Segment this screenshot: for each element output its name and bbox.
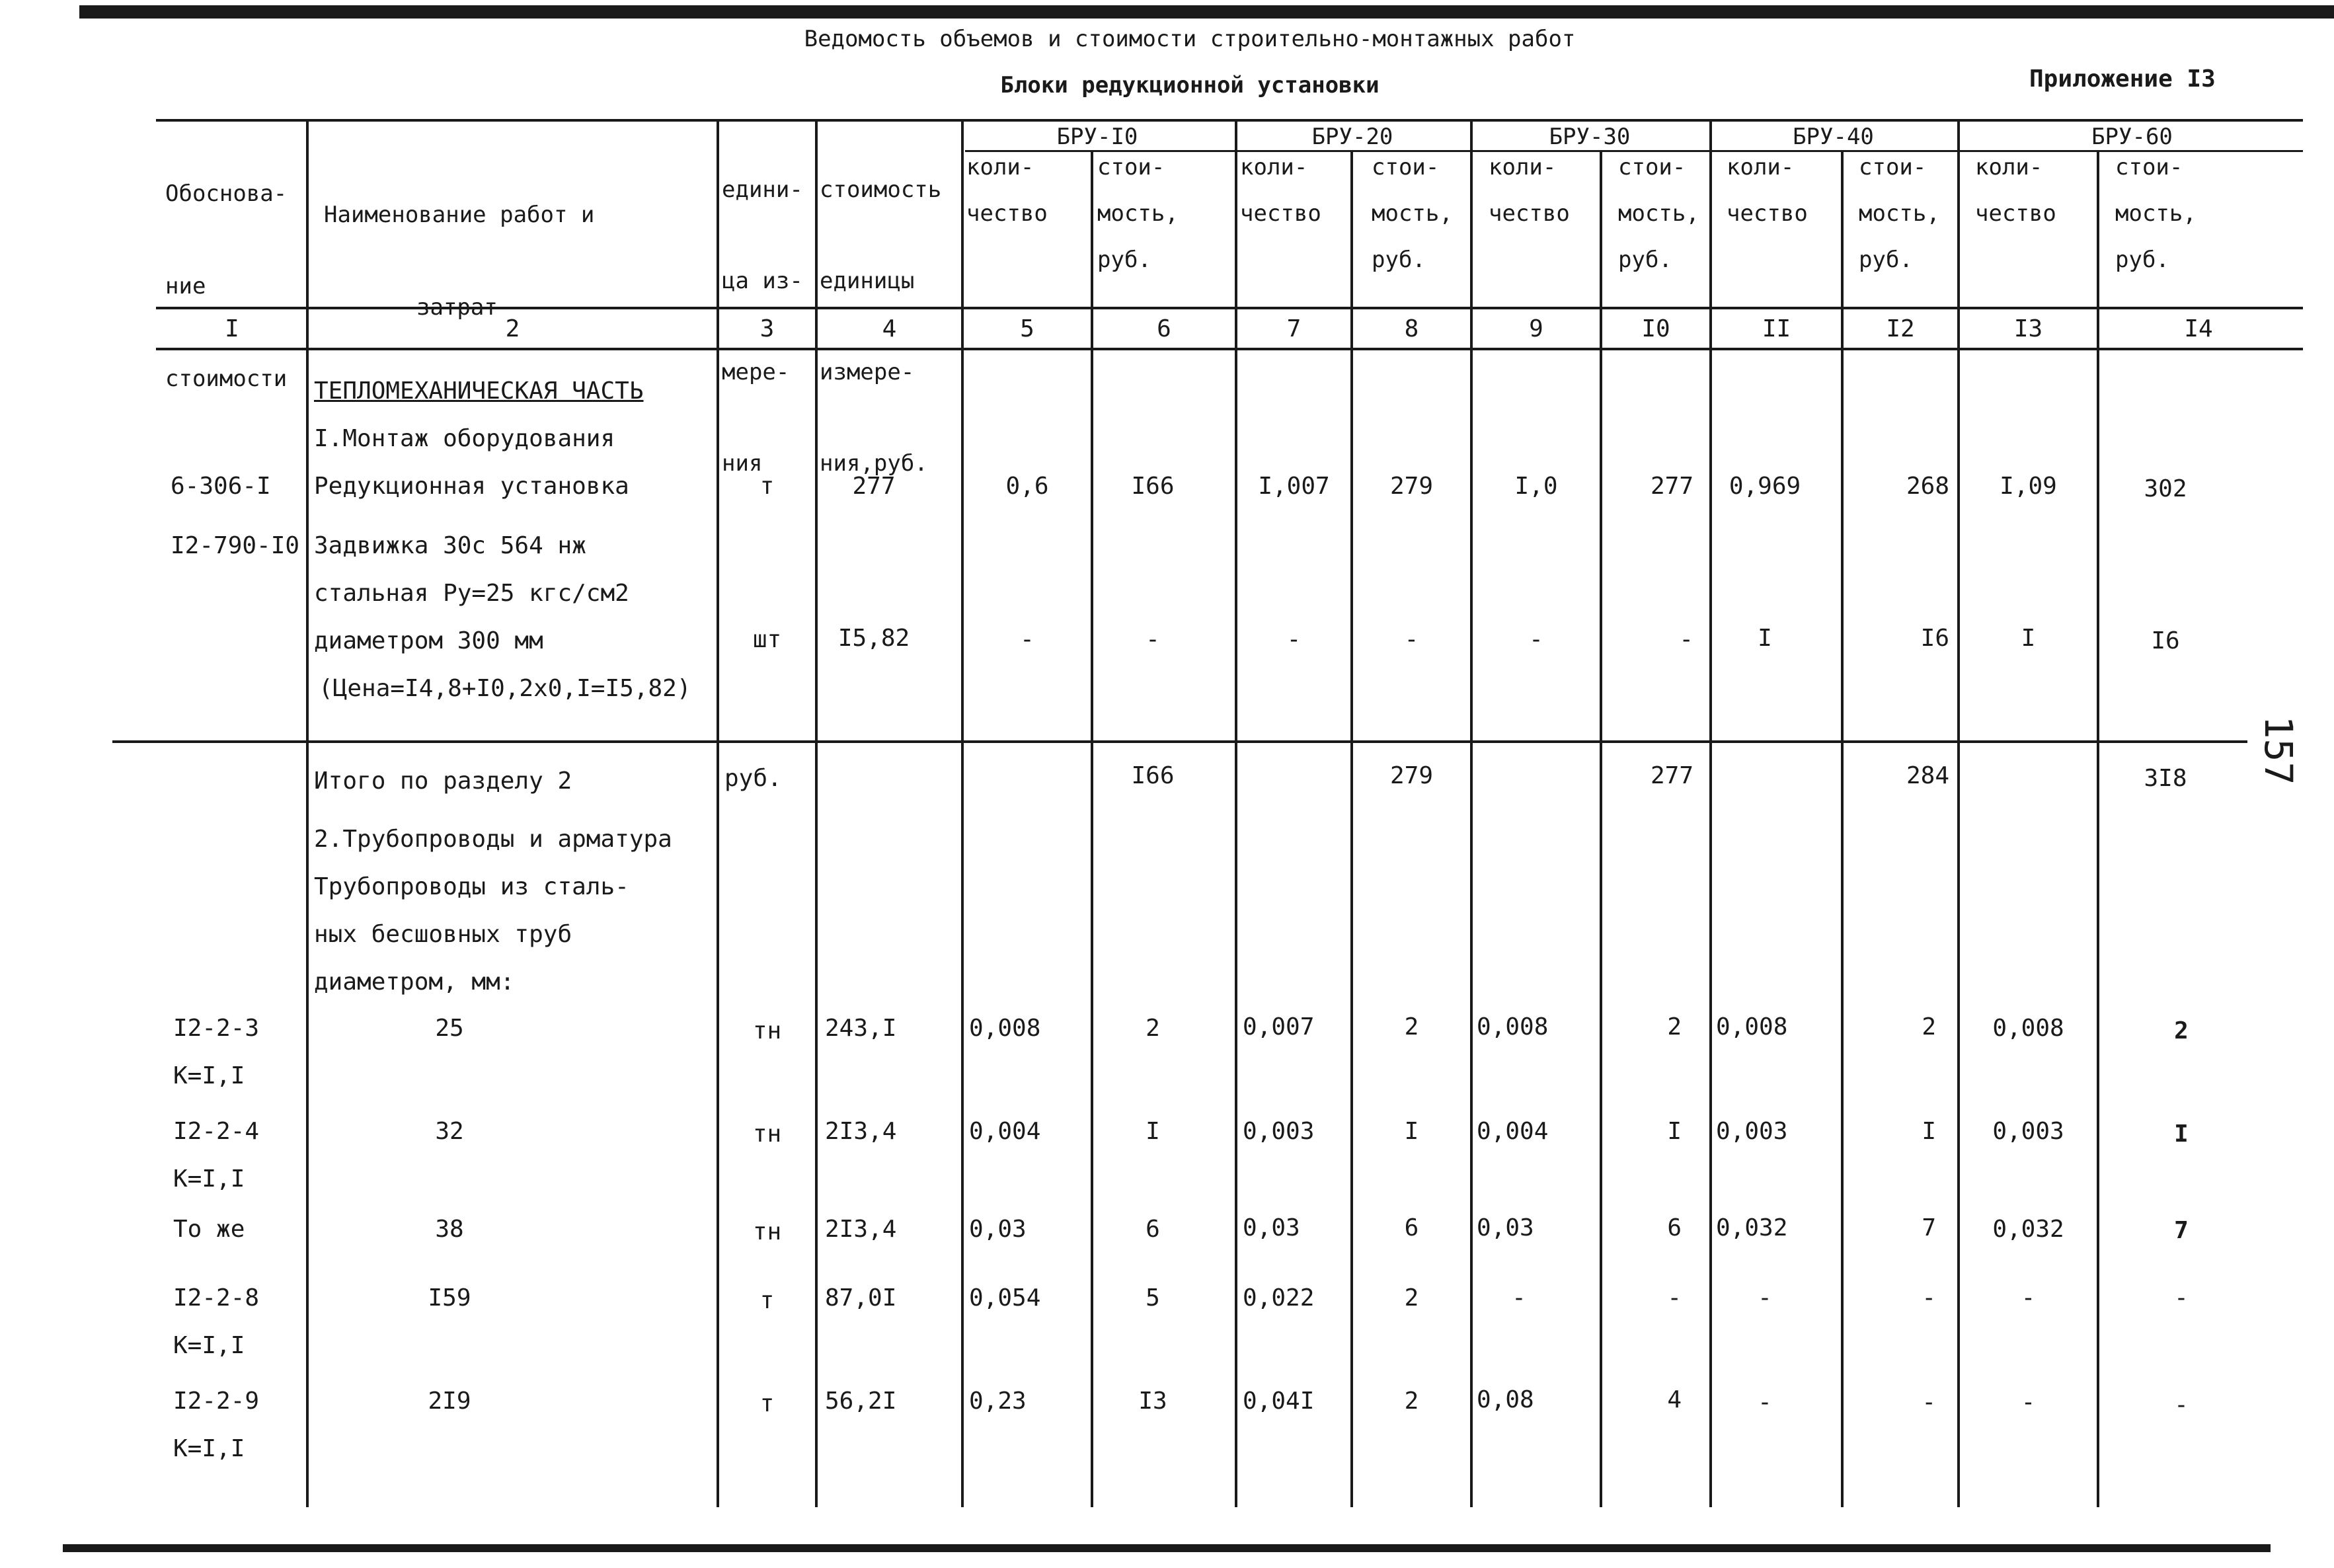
cell-bru10-cost: 5 xyxy=(1146,1284,1160,1312)
bottom-border xyxy=(63,1544,2271,1552)
cell-bru40-cost: - xyxy=(1922,1389,1936,1416)
total-bru30-cost: 277 xyxy=(1650,762,1693,789)
col-number: 7 xyxy=(1286,315,1302,342)
subsection2-text: Трубопроводы из сталь- xyxy=(314,873,629,900)
row-name: диаметром 300 мм xyxy=(314,627,543,654)
pipe-row-price: 2I3,4 xyxy=(825,1216,897,1243)
col-number: I0 xyxy=(1641,315,1670,342)
page-break-line xyxy=(112,740,2247,743)
pipe-row-unit: т xyxy=(759,1287,775,1314)
cell-bru30-qty: - xyxy=(1512,1284,1526,1312)
cell-bru20-qty: I,007 xyxy=(1258,473,1330,500)
col-number: II xyxy=(1762,315,1791,342)
header-basis: Обоснова- ние стоимости xyxy=(165,180,288,392)
cell-bru30-qty: 0,08 xyxy=(1477,1386,1534,1413)
cell-bru30-cost: 277 xyxy=(1650,473,1693,500)
pipe-row-unit: тн xyxy=(752,1218,782,1245)
cell-bru30-cost: 4 xyxy=(1667,1386,1682,1413)
doc-subtitle: Блоки редукционной установки xyxy=(1000,72,1380,98)
pipe-row-unit: т xyxy=(759,1390,775,1417)
cell-bru30-qty: 0,008 xyxy=(1477,1013,1549,1040)
pipe-row-diameter: 2I9 xyxy=(428,1388,471,1415)
cell-bru10-qty: 0,03 xyxy=(969,1216,1027,1243)
pipe-row-price: 2I3,4 xyxy=(825,1118,897,1145)
table-top-line xyxy=(156,119,2303,122)
cell-bru60-cost: 302 xyxy=(2144,475,2187,502)
subheader-cost: стои- мость, руб. xyxy=(1372,154,1453,273)
cell-bru20-qty: 0,007 xyxy=(1243,1013,1315,1040)
subheader-qty: коли- чество xyxy=(1240,154,1321,227)
cell-bru10-qty: 0,004 xyxy=(969,1118,1041,1145)
pipe-row-coef: К=I,I xyxy=(173,1062,245,1089)
cell-bru40-cost: - xyxy=(1922,1284,1936,1312)
pipe-row-diameter: I59 xyxy=(428,1284,471,1312)
appendix-label: Приложение I3 xyxy=(2029,65,2216,93)
group-header-bru40: БРУ-40 xyxy=(1793,124,1874,150)
col-number: I4 xyxy=(2184,315,2213,342)
cell-bru60-cost: - xyxy=(2174,1284,2189,1312)
cell-bru60-cost: I6 xyxy=(2151,627,2180,654)
pipe-row-coef: К=I,I xyxy=(173,1332,245,1359)
cell-bru40-qty: 0,969 xyxy=(1729,473,1801,500)
subsection2-text: ных бесшовных труб xyxy=(314,921,572,948)
row-price: 277 xyxy=(852,473,896,500)
cell-bru30-cost: 6 xyxy=(1667,1214,1682,1241)
col-number: 5 xyxy=(1020,315,1034,342)
total-bru20-cost: 279 xyxy=(1389,762,1434,789)
pipe-row-basis: То же xyxy=(173,1216,245,1243)
row-name: (Цена=I4,8+I0,2х0,I=I5,82) xyxy=(319,675,691,702)
cell-bru10-cost: 6 xyxy=(1146,1216,1160,1243)
cell-bru10-cost: I66 xyxy=(1131,473,1175,500)
row-unit: шт xyxy=(752,626,782,653)
cell-bru20-cost: 2 xyxy=(1404,1284,1419,1312)
cell-bru40-qty: 0,032 xyxy=(1716,1214,1788,1241)
total-unit: руб. xyxy=(724,765,782,792)
cell-bru30-qty: 0,03 xyxy=(1477,1214,1534,1241)
cell-bru40-cost: 2 xyxy=(1922,1013,1936,1040)
cell-bru40-qty: 0,003 xyxy=(1716,1118,1788,1145)
cell-bru10-cost: I xyxy=(1146,1118,1160,1145)
pipe-row-unit: тн xyxy=(752,1017,782,1044)
cell-bru20-qty: 0,04I xyxy=(1243,1388,1315,1415)
cell-bru30-cost: I xyxy=(1667,1118,1682,1145)
subheader-qty: коли- чество xyxy=(1975,154,2056,227)
pipe-row-price: 87,0I xyxy=(825,1284,897,1312)
col-number: 3 xyxy=(759,315,775,342)
cell-bru40-qty: 0,008 xyxy=(1716,1013,1788,1040)
group-header-bru30: БРУ-30 xyxy=(1549,124,1631,150)
cell-bru10-cost: I3 xyxy=(1138,1388,1167,1415)
cell-bru20-cost: I xyxy=(1404,1118,1419,1145)
group-underline xyxy=(965,150,2303,152)
total-label: Итого по разделу 2 xyxy=(314,767,572,795)
cell-bru60-qty: I,09 xyxy=(2000,473,2057,500)
cell-bru10-qty: 0,23 xyxy=(969,1388,1027,1415)
cell-bru30-qty: 0,004 xyxy=(1477,1118,1549,1145)
cell-bru10-cost: 2 xyxy=(1146,1015,1160,1042)
cell-bru60-qty: 0,032 xyxy=(1992,1216,2064,1243)
header-unit-price: стоимость единицы измере- ния,руб. xyxy=(820,176,942,477)
section-title: ТЕПЛОМЕХАНИЧЕСКАЯ ЧАСТЬ xyxy=(314,377,644,405)
colnum-bottom-line xyxy=(156,348,2303,350)
row-price: I5,82 xyxy=(837,625,910,652)
cell-bru30-qty: - xyxy=(1529,626,1543,653)
header-work-name: Наименование работ и затрат xyxy=(324,202,595,321)
group-header-bru60: БРУ-60 xyxy=(2091,124,2173,150)
page-number: 157 xyxy=(2256,715,2301,785)
cell-bru20-cost: 6 xyxy=(1404,1214,1419,1241)
cell-bru20-qty: 0,022 xyxy=(1243,1284,1315,1312)
group-header-bru10: БРУ-I0 xyxy=(1056,124,1138,150)
pipe-row-basis: I2-2-9 xyxy=(173,1388,260,1415)
cell-bru40-cost: 268 xyxy=(1906,473,1949,500)
subheader-qty: коли- чество xyxy=(966,154,1048,227)
subheader-cost: стои- мость, руб. xyxy=(1618,154,1699,273)
cell-bru60-cost: - xyxy=(2174,1392,2189,1419)
pipe-row-diameter: 38 xyxy=(435,1216,464,1243)
cell-bru10-qty: 0,6 xyxy=(1005,473,1049,500)
cell-bru30-cost: - xyxy=(1679,626,1693,653)
pipe-row-coef: К=I,I xyxy=(173,1165,245,1193)
row-basis: I2-790-I0 xyxy=(171,532,300,559)
row-name: стальная Ру=25 кгс/см2 xyxy=(314,580,629,607)
subsection2-text: диаметром, мм: xyxy=(314,968,515,996)
total-bru40-cost: 284 xyxy=(1906,762,1949,789)
row-unit: т xyxy=(759,473,775,500)
pipe-row-price: 56,2I xyxy=(825,1388,897,1415)
subheader-cost: стои- мость, руб. xyxy=(1859,154,1940,273)
pipe-row-basis: I2-2-8 xyxy=(173,1284,260,1312)
cell-bru20-qty: 0,03 xyxy=(1243,1214,1300,1241)
subsection2-title: 2.Трубопроводы и арматура xyxy=(314,826,672,853)
cell-bru20-qty: - xyxy=(1286,626,1302,653)
cell-bru60-cost: 7 xyxy=(2174,1217,2189,1244)
pipe-row-price: 243,I xyxy=(825,1015,897,1042)
col-number: 8 xyxy=(1404,315,1419,342)
col-number: I xyxy=(225,315,239,342)
cell-bru10-cost: - xyxy=(1146,626,1160,653)
cell-bru10-qty: 0,008 xyxy=(969,1015,1041,1042)
total-bru10-cost: I66 xyxy=(1131,762,1175,789)
cell-bru20-cost: - xyxy=(1404,626,1419,653)
col-number: I2 xyxy=(1886,315,1915,342)
cell-bru10-qty: 0,054 xyxy=(969,1284,1041,1312)
cell-bru20-cost: 279 xyxy=(1389,473,1434,500)
cell-bru30-qty: I,0 xyxy=(1514,473,1558,500)
group-header-bru20: БРУ-20 xyxy=(1311,124,1393,150)
pipe-row-diameter: 25 xyxy=(435,1015,464,1042)
cell-bru40-cost: I xyxy=(1922,1118,1936,1145)
cell-bru40-qty: I xyxy=(1758,625,1772,652)
cell-bru60-qty: 0,003 xyxy=(1992,1118,2064,1145)
cell-bru10-qty: - xyxy=(1020,626,1034,653)
col-number: 4 xyxy=(882,315,897,342)
cell-bru30-cost: - xyxy=(1667,1284,1682,1312)
pipe-row-coef: К=I,I xyxy=(173,1435,245,1462)
cell-bru40-qty: - xyxy=(1758,1389,1772,1416)
cell-bru60-qty: - xyxy=(2021,1284,2036,1312)
cell-bru60-qty: - xyxy=(2021,1389,2036,1416)
subheader-cost: стои- мость, руб. xyxy=(1097,154,1179,273)
col-divider xyxy=(2097,150,2099,1507)
row-basis: 6-306-I xyxy=(171,473,271,500)
header-unit: едини- ца из- мере- ния xyxy=(722,176,803,477)
subheader-cost: стои- мость, руб. xyxy=(2115,154,2197,273)
cell-bru20-qty: 0,003 xyxy=(1243,1118,1315,1145)
total-bru60-cost: 3I8 xyxy=(2144,765,2187,792)
cell-bru60-qty: 0,008 xyxy=(1992,1015,2064,1042)
cell-bru30-cost: 2 xyxy=(1667,1013,1682,1040)
cell-bru60-qty: I xyxy=(2021,625,2036,652)
cell-bru60-cost: 2 xyxy=(2174,1017,2189,1044)
cell-bru20-cost: 2 xyxy=(1404,1388,1419,1415)
pipe-row-diameter: 32 xyxy=(435,1118,464,1145)
cell-bru40-qty: - xyxy=(1758,1284,1772,1312)
cell-bru40-cost: I6 xyxy=(1920,625,1949,652)
cell-bru60-cost: I xyxy=(2174,1120,2189,1148)
col-number: I3 xyxy=(2013,315,2043,342)
cell-bru40-cost: 7 xyxy=(1922,1214,1936,1241)
cell-bru20-cost: 2 xyxy=(1404,1013,1419,1040)
doc-title: Ведомость объемов и стоимости строительно-монтажных работ xyxy=(804,26,1576,52)
col-number: 6 xyxy=(1157,315,1171,342)
row-name: Задвижка 30с 564 нж xyxy=(314,532,586,559)
col-number: 9 xyxy=(1529,315,1543,342)
col-number: 2 xyxy=(505,315,520,342)
pipe-row-unit: тн xyxy=(752,1120,782,1148)
pipe-row-basis: I2-2-4 xyxy=(173,1118,260,1145)
row-name: Редукционная установка xyxy=(314,473,629,500)
top-border xyxy=(79,5,2334,19)
pipe-row-basis: I2-2-3 xyxy=(173,1015,260,1042)
subsection-title: I.Монтаж оборудования xyxy=(314,425,615,452)
subheader-qty: коли- чество xyxy=(1727,154,1808,227)
subheader-qty: коли- чество xyxy=(1489,154,1570,227)
